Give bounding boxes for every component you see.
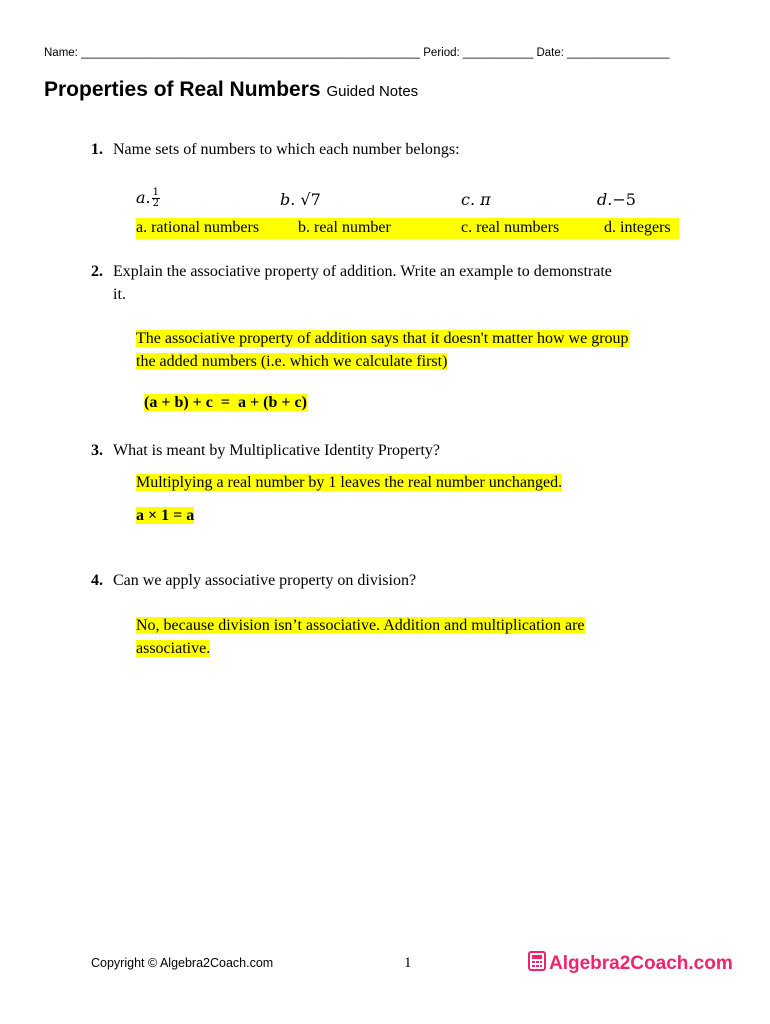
title-sub: Guided Notes xyxy=(326,83,419,100)
item-c-expression: c. π xyxy=(461,190,491,209)
brand-logo xyxy=(528,951,733,977)
answer-4-line1: No, because division isn’t associative. Addition and multiplication are xyxy=(136,617,585,634)
question-number: 2. xyxy=(91,263,103,280)
question-3 xyxy=(91,442,440,460)
question-number: 1. xyxy=(91,141,103,158)
question-text: Can we apply associative property on division? xyxy=(113,572,417,589)
footer-copyright: Copyright © Algebra2Coach.com xyxy=(91,956,274,970)
fraction: $\frac{1}{2}$ xyxy=(152,187,159,209)
title-main: Properties of Real Numbers xyxy=(44,78,321,101)
page-number: 1 xyxy=(404,955,412,971)
item-a-expression: a. $\frac{1}{2}$ xyxy=(136,187,159,209)
page-title xyxy=(44,78,418,102)
answer-2-line1: The associative property of addition says that it doesn't matter how we group xyxy=(136,330,629,347)
period-field[interactable]: Period: ___________ xyxy=(423,47,534,59)
question-text: Name sets of numbers to which each number belongs: xyxy=(113,141,460,158)
answer-row-1 xyxy=(136,218,679,239)
answer-a: a. rational numbers xyxy=(136,219,260,236)
question-number: 3. xyxy=(91,442,103,459)
name-field[interactable]: Name: _____________________________________________________ xyxy=(44,47,421,59)
header-fields xyxy=(44,47,669,59)
calculator-icon xyxy=(528,951,546,977)
answer-c: c. real numbers xyxy=(461,219,560,236)
answer-2-formula: (a + b) + c = a + (b + c) xyxy=(144,394,307,411)
question-1 xyxy=(91,141,460,159)
brand-text: Algebra2Coach.com xyxy=(549,953,733,975)
item-d-expression: d.−5 xyxy=(597,190,636,209)
question-text-line2: it. xyxy=(113,286,126,303)
date-field[interactable]: Date: ________________ xyxy=(536,47,670,59)
question-number: 4. xyxy=(91,572,103,589)
item-b-expression: b. √7 xyxy=(280,190,321,209)
answer-3: Multiplying a real number by 1 leaves the real number unchanged. xyxy=(136,474,563,491)
answer-d: d. integers xyxy=(604,219,671,236)
answer-4-line2: associative. xyxy=(136,640,211,657)
question-2 xyxy=(91,263,612,281)
answer-3-formula: a × 1 = a xyxy=(136,507,195,524)
question-text-line1: Explain the associative property of addition. Write an example to demonstrate xyxy=(113,263,612,280)
answer-b: b. real number xyxy=(298,219,391,236)
question-text: What is meant by Multiplicative Identity Property? xyxy=(113,442,441,459)
answer-2-line2: the added numbers (i.e. which we calculate first) xyxy=(136,353,448,370)
question-4 xyxy=(91,572,416,590)
